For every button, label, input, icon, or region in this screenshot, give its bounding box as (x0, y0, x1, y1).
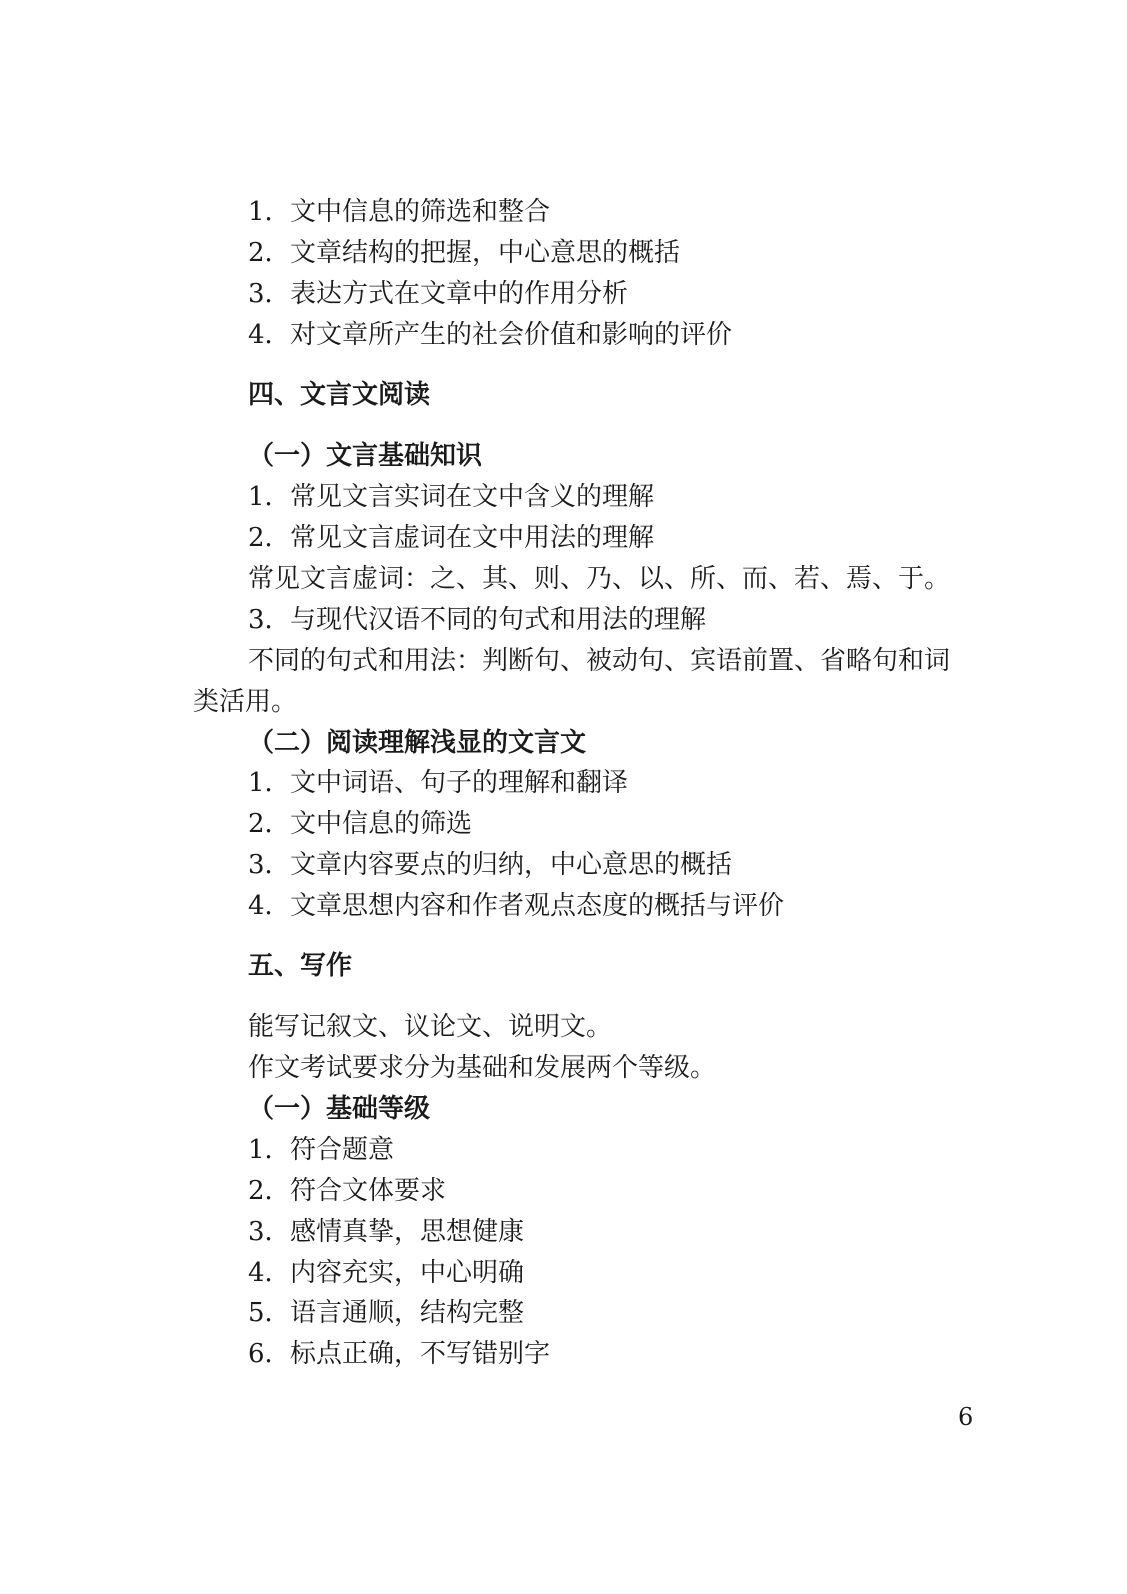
list-item: 1．文中信息的筛选和整合 (248, 197, 551, 227)
list-item: 3．文章内容要点的归纳，中心意思的概括 (248, 850, 733, 880)
list-item: 2．符合文体要求 (248, 1176, 447, 1206)
section-heading: 四、文言文阅读 (248, 380, 431, 410)
list-item: 3．感情真挚，思想健康 (248, 1217, 525, 1247)
list-item: 1．文中词语、句子的理解和翻译 (248, 768, 629, 798)
list-item: 3．与现代汉语不同的句式和用法的理解 (248, 605, 707, 635)
list-item: 4．内容充实，中心明确 (248, 1258, 525, 1288)
body-paragraph: 能写记叙文、议论文、说明文。 (248, 1012, 613, 1042)
list-item: 5．语言通顺，结构完整 (248, 1298, 525, 1328)
list-item: 1．常见文言实词在文中含义的理解 (248, 482, 655, 512)
list-item: 4．文章思想内容和作者观点态度的概括与评价 (248, 891, 785, 921)
list-item: 4．对文章所产生的社会价值和影响的评价 (248, 320, 733, 350)
list-item: 6．标点正确，不写错别字 (248, 1339, 551, 1369)
subsection-heading: （二）阅读理解浅显的文言文 (248, 728, 587, 758)
body-paragraph: 作文考试要求分为基础和发展两个等级。 (248, 1053, 717, 1083)
body-paragraph: 常见文言虚词：之、其、则、乃、以、所、而、若、焉、于。 (248, 564, 951, 594)
section-heading: 五、写作 (248, 951, 353, 981)
list-item: 2．文中信息的筛选 (248, 809, 473, 839)
body-paragraph: 不同的句式和用法：判断句、被动句、宾语前置、省略句和词 (248, 646, 951, 676)
page-number: 6 (958, 1403, 974, 1431)
list-item: 2．文章结构的把握，中心意思的概括 (248, 238, 681, 268)
subsection-heading: （一）文言基础知识 (248, 441, 483, 471)
list-item: 2．常见文言虚词在文中用法的理解 (248, 523, 655, 553)
list-item: 3．表达方式在文章中的作用分析 (248, 279, 629, 309)
list-item: 1．符合题意 (248, 1135, 395, 1165)
subsection-heading: （一）基础等级 (248, 1094, 431, 1124)
body-paragraph-continuation: 类活用。 (193, 687, 298, 717)
